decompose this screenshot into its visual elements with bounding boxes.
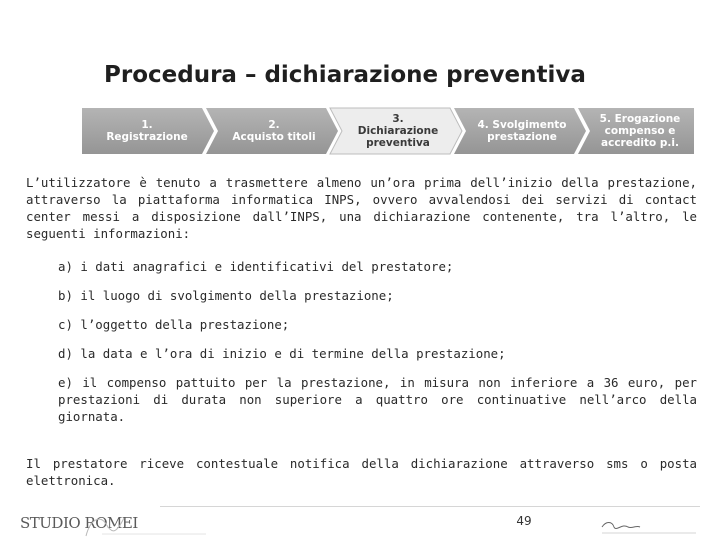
studio-romei-logo — [20, 510, 210, 538]
step-1-label: 1. Registrazione — [106, 119, 188, 143]
page-number: 49 — [516, 514, 532, 528]
list-item: b) il luogo di svolgimento della prestazione; — [58, 288, 394, 303]
slide-title: Procedura – dichiarazione preventiva — [104, 62, 586, 88]
step-4-label: 4. Svolgimento prestazione — [477, 119, 567, 143]
intro-paragraph: L’utilizzatore è tenuto a trasmettere almeno un’ora prima dell’inizio della prestazione, attraverso la piattaforma informatica INPS, ovvero avvalendosi dei servizi di contact center messi a disposizione dall’INPS, una dichiarazione contenente, tra l’altro, le seguenti informazioni: — [26, 175, 697, 241]
step-5-label: 5. Erogazione compenso e accredito p.i. — [599, 113, 681, 149]
list-item: e) il compenso pattuito per la prestazione, in misura non inferiore a 36 euro, per prestazioni di durata non superiore a quattro ore continuative nell’arco della giornata. — [58, 375, 697, 424]
list-item: d) la data e l’ora di inizio e di termine della prestazione; — [58, 346, 506, 361]
svg-text:STUDIO ROMEI: STUDIO ROMEI — [20, 514, 138, 532]
step-3-label: 3. Dichiarazione preventiva — [357, 113, 439, 149]
step-2-label: 2. Acquisto titoli — [232, 119, 316, 143]
closing-paragraph: Il prestatore riceve contestuale notifica della dichiarazione attraverso sms o posta elettronica. — [26, 456, 697, 488]
information-list — [58, 258, 697, 437]
list-item: c) l’oggetto della prestazione; — [58, 317, 290, 332]
process-steps-bar — [82, 106, 694, 156]
footer-divider — [160, 506, 700, 507]
list-item: a) i dati anagrafici e identificativi del prestatore; — [58, 259, 454, 274]
signature-mark — [600, 519, 700, 537]
